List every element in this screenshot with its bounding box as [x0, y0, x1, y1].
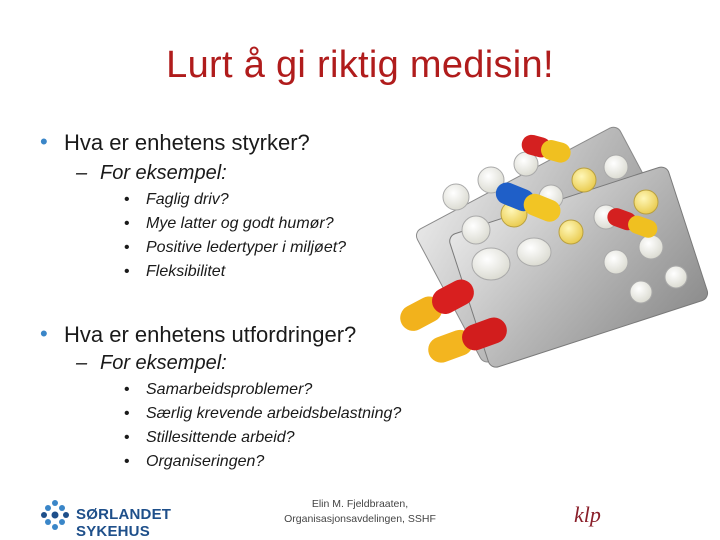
list-item	[124, 426, 401, 450]
bullet-icon: •	[124, 263, 130, 280]
slide-title: Lurt å gi riktig medisin!	[166, 44, 554, 86]
footer-department: Organisasjonsavdelingen, SSHF	[284, 513, 436, 525]
list-item-text: Stillesittende arbeid?	[146, 429, 295, 446]
section-2-sub	[76, 352, 227, 375]
footer-author	[270, 497, 450, 527]
bullet-icon: •	[40, 321, 48, 346]
bullet-icon: •	[124, 453, 130, 470]
pills-blister-pack-icon	[396, 122, 714, 372]
list-item-text: Fleksibilitet	[146, 263, 226, 280]
list-item-text: Mye latter og godt humør?	[146, 215, 334, 232]
sorlandet-sykehus-logo	[40, 498, 240, 540]
dash-icon: –	[76, 162, 88, 184]
bullet-icon: •	[124, 405, 130, 422]
section-1-heading	[40, 129, 310, 156]
section-2-heading-text: Hva er enhetens utfordringer?	[64, 322, 357, 347]
section-2-items	[124, 378, 402, 474]
list-item	[124, 188, 346, 212]
list-item-text: Særlig krevende arbeidsbelastning?	[146, 405, 402, 422]
list-item-text: Organiseringen?	[146, 453, 265, 470]
section-1-sub	[76, 162, 227, 185]
list-item	[124, 402, 402, 426]
bullet-icon: •	[124, 191, 130, 208]
bullet-icon: •	[40, 129, 48, 154]
list-item	[124, 378, 401, 402]
list-item-text: Samarbeidsproblemer?	[146, 381, 313, 398]
bullet-icon: •	[124, 429, 130, 446]
section-2-heading	[40, 321, 357, 348]
list-item-text: Faglig driv?	[146, 191, 229, 208]
bullet-icon: •	[124, 215, 130, 232]
section-2-sub-text: For eksempel:	[100, 352, 227, 374]
list-item	[124, 236, 347, 260]
dash-icon: –	[76, 352, 88, 374]
klp-logo-icon	[572, 500, 616, 530]
sorlandet-sykehus-logo-icon	[40, 498, 70, 532]
logo-left-text: SØRLANDET SYKEHUS	[76, 506, 172, 540]
bullet-icon: •	[124, 239, 130, 256]
footer-author-name: Elin M. Fjeldbraaten,	[311, 498, 409, 510]
section-1-heading-text: Hva er enhetens styrker?	[64, 130, 310, 155]
list-item-text: Positive ledertyper i miljøet?	[146, 239, 347, 256]
section-1-sub-text: For eksempel:	[100, 162, 227, 184]
list-item	[124, 260, 346, 284]
list-item	[124, 212, 346, 236]
section-1-items	[124, 188, 347, 284]
bullet-icon: •	[124, 381, 130, 398]
list-item	[124, 450, 401, 474]
klp-logo-text: klp	[574, 502, 601, 527]
